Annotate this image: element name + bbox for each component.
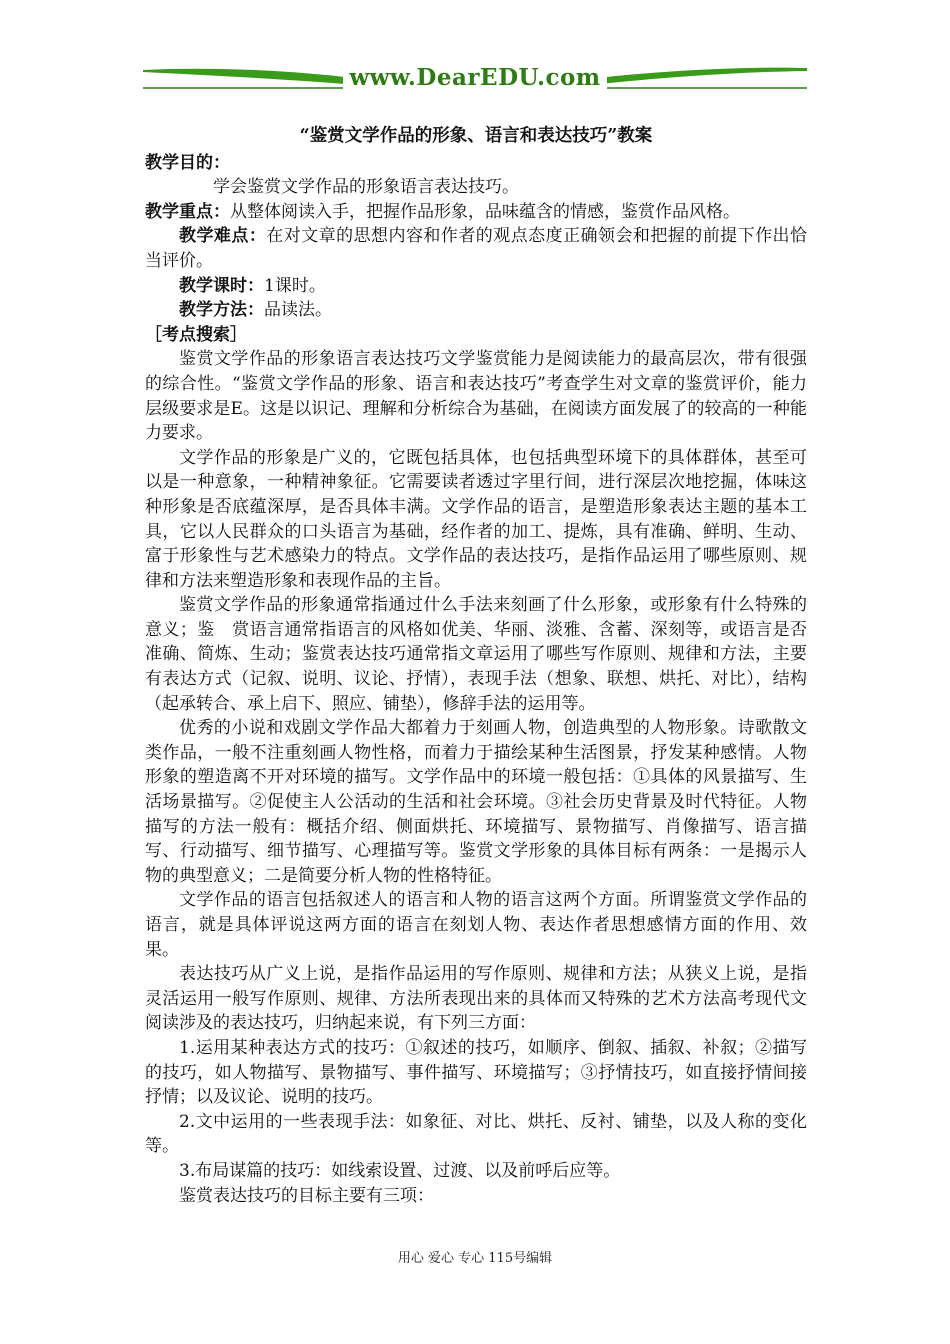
paragraph: 优秀的小说和戏剧文学作品大都着力于刻画人物，创造典型的人物形象。诗歌散文类作品，一般不注重刻画人物性格，而着力于描绘某种生活图景，抒发某种感情。人物形象的塑造离不开对环境的描写。文学作品中的环境一般包括：①具体的风景描写、生活场景描写。②促使主人公活动的生活和社会环境。③社会历史背景及时代特征。人物描写的方法一般有：概括介绍、侧面烘托、环境描写、景物描写、肖像描写、语言描写、行动描写、细节描写、心理描写等。鉴赏文学形象的具体目标有两条：一是揭示人物的典型意义；二是简要分析人物的性格特征。: [145, 718, 807, 886]
method-section: [145, 298, 807, 323]
goal-section: [145, 151, 807, 176]
paragraph: 文学作品的语言包括叙述人的语言和人物的语言这两个方面。所谓鉴赏文学作品的语言，就是具体评说这两方面的语言在刻划人物、表达作者思想感情方面的作用、效果。: [145, 890, 807, 960]
difficulty-text: 在对文章的思想内容和作者的观点态度正确领会和把握的前提下作出恰当评价。: [145, 226, 808, 271]
hours-section: [145, 274, 807, 299]
focus-section: [145, 200, 807, 225]
focus-text: 从整体阅读入手，把握作品形象，品味蕴含的情感，鉴赏作品风格。: [230, 201, 740, 222]
list-item: 2.文中运用的一些表现手法：如象征、对比、烘托、反衬、铺垫，以及人称的变化等。: [145, 1111, 807, 1157]
difficulty-section: [145, 224, 807, 273]
section-heading: ［考点搜索］: [145, 324, 247, 345]
paragraph: 表达技巧从广义上说，是指作品运用的写作原则、规律和方法；从狭义上说，是指灵活运用一般写作原则、规律、方法所表现出来的具体而又特殊的艺术方法高考现代文阅读涉及的表达技巧，归纳起来说，有下列三方面：: [145, 964, 807, 1034]
method-label: 教学方法：: [179, 300, 264, 321]
goal-text: 学会鉴赏文学作品的形象语言表达技巧。: [213, 177, 519, 198]
page-header: [143, 62, 807, 92]
paragraph: 文学作品的形象是广义的，它既包括具体，也包括典型环境下的具体群体，甚至可以是一种意象，一种精神象征。它需要读者透过字里行间，进行深层次地挖掘，体味这种形象是否底蕴深厚，是否具体丰满。文学作品的语言，是塑造形象表达主题的基本工具，它以人民群众的口头语言为基础，经作者的加工、提炼，具有准确、鲜明、生动、富于形象性与艺术感染力的特点。文学作品的表达技巧，是指作品运用了哪些原则、规律和方法来塑造形象和表现作品的主旨。: [145, 447, 807, 591]
method-text: 品读法。: [264, 300, 332, 321]
paragraph: 鉴赏表达技巧的目标主要有三项：: [179, 1185, 434, 1206]
hours-label: 教学课时：: [179, 275, 264, 296]
hours-text: 1课时。: [264, 275, 326, 296]
paragraph: 鉴赏文学作品的形象通常指通过什么手法来刻画了什么形象，或形象有什么特殊的意义；鉴 赏语言通常指语言的风格如优美、华丽、淡雅、含蓄、深刻等，或语言是否准确、简炼、生动；鉴赏表达技巧通常指文章运用了哪些写作原则、规律和方法，主要有表达方式（记叙、说明、议论、抒情），表现手法（想象、联想、烘托、对比），结构（起承转合、承上启下、照应、铺垫），修辞手法的运用等。: [145, 595, 807, 714]
site-logo-text: www.DearEDU.com: [143, 64, 807, 91]
focus-label: 教学重点：: [145, 201, 230, 222]
lesson-plan-body: [145, 124, 807, 1208]
list-item: 3.布局谋篇的技巧：如线索设置、过渡、以及前呼后应等。: [179, 1160, 621, 1181]
difficulty-label: 教学难点：: [179, 226, 267, 247]
goal-label: 教学目的：: [145, 152, 230, 173]
list-item: 1.运用某种表达方式的技巧：①叙述的技巧，如顺序、倒叙、插叙、补叙；②描写的技巧，如人物描写、景物描写、事件描写、环境描写；③抒情技巧，如直接抒情间接抒情；以及议论、说明的技巧。: [145, 1037, 807, 1108]
page-footer: 用心 爱心 专心 115号编辑: [397, 1251, 553, 1266]
page-title: “鉴赏文学作品的形象、语言和表达技巧”教案: [299, 126, 653, 146]
paragraph: 鉴赏文学作品的形象语言表达技巧文学鉴赏能力是阅读能力的最高层次，带有很强的综合性。“鉴赏文学作品的形象、语言和表达技巧”考查学生对文章的鉴赏评价，能力层级要求是E。这是以识记、理解和分析综合为基础，在阅读方面发展了的较高的一种能力要求。: [145, 349, 807, 444]
